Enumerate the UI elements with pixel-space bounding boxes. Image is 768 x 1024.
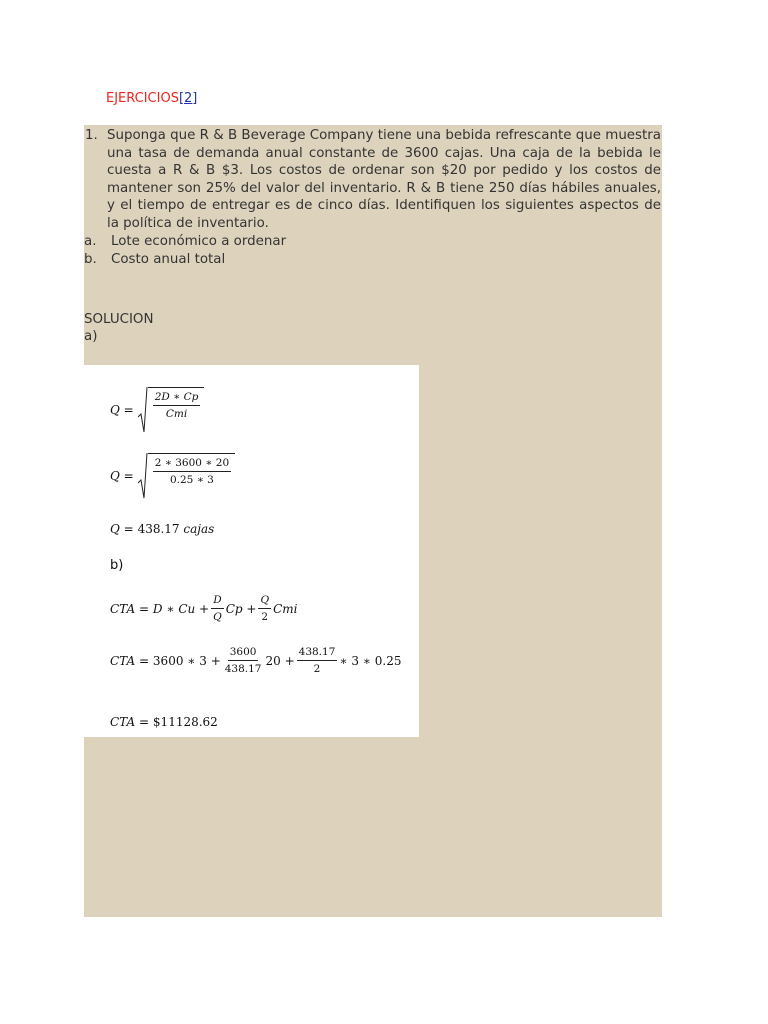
cta-substitution: CTA = 3600 ∗ 3 + $\frac{3600}{438.17}$ 20 + $\frac{438.17}{2}$ ∗ 3 ∗ 0.25	[110, 646, 402, 675]
part-a-label: a)	[84, 329, 98, 344]
list-item: b. Costo anual total	[84, 251, 226, 267]
eoq-formula: Q = $\frac{2D ∗ Cp}{\text{Cmi}}$	[110, 387, 204, 433]
solution-title: SOLUCION	[84, 312, 154, 327]
exercise-panel	[84, 125, 662, 917]
formula-image	[84, 365, 419, 737]
sqrt-symbol: $\frac{2D ∗ Cp}{\text{Cmi}}$	[138, 387, 205, 433]
part-b-label: b)	[110, 558, 124, 573]
sqrt-symbol: $\frac{2 ∗ 3600 ∗ 20}{0.25 ∗ 3}$	[138, 453, 235, 499]
solution-header	[84, 311, 154, 345]
eoq-substitution: Q = $\frac{2 ∗ 3600 ∗ 20}{0.25 ∗ 3}$	[110, 453, 235, 499]
problem-number: 1.	[85, 128, 98, 143]
cta-formula: CTA = D ∗ Cu + $\frac{D}{Q}$ Cp + $\frac{Q}{2}$ Cmi	[110, 594, 298, 623]
problem-text: Suponga que R & B Beverage Company tiene una bebida refrescante que muestra una tasa de demanda anual constante de 3600 cajas. Una caja de la bebida le cuesta a R & B $3. Los costos de ordenar son $20 por pedido y los costos de mantener son 25% del valor del inventario. R & B tiene 250 días hábiles anuales, y el tiempo de entregar es de cinco días. Identifiquen los siguientes aspectos de la política de inventario.	[107, 128, 661, 231]
reference-link[interactable]: [2]	[178, 91, 198, 106]
heading-title: EJERCICIOS	[106, 91, 179, 106]
cta-result: CTA = $11128.62	[110, 715, 218, 729]
section-heading	[106, 91, 197, 106]
eoq-result: Q = 438.17 cajas	[110, 522, 215, 536]
problem-statement	[84, 127, 661, 269]
list-item: a. Lote económico a ordenar	[84, 233, 287, 249]
